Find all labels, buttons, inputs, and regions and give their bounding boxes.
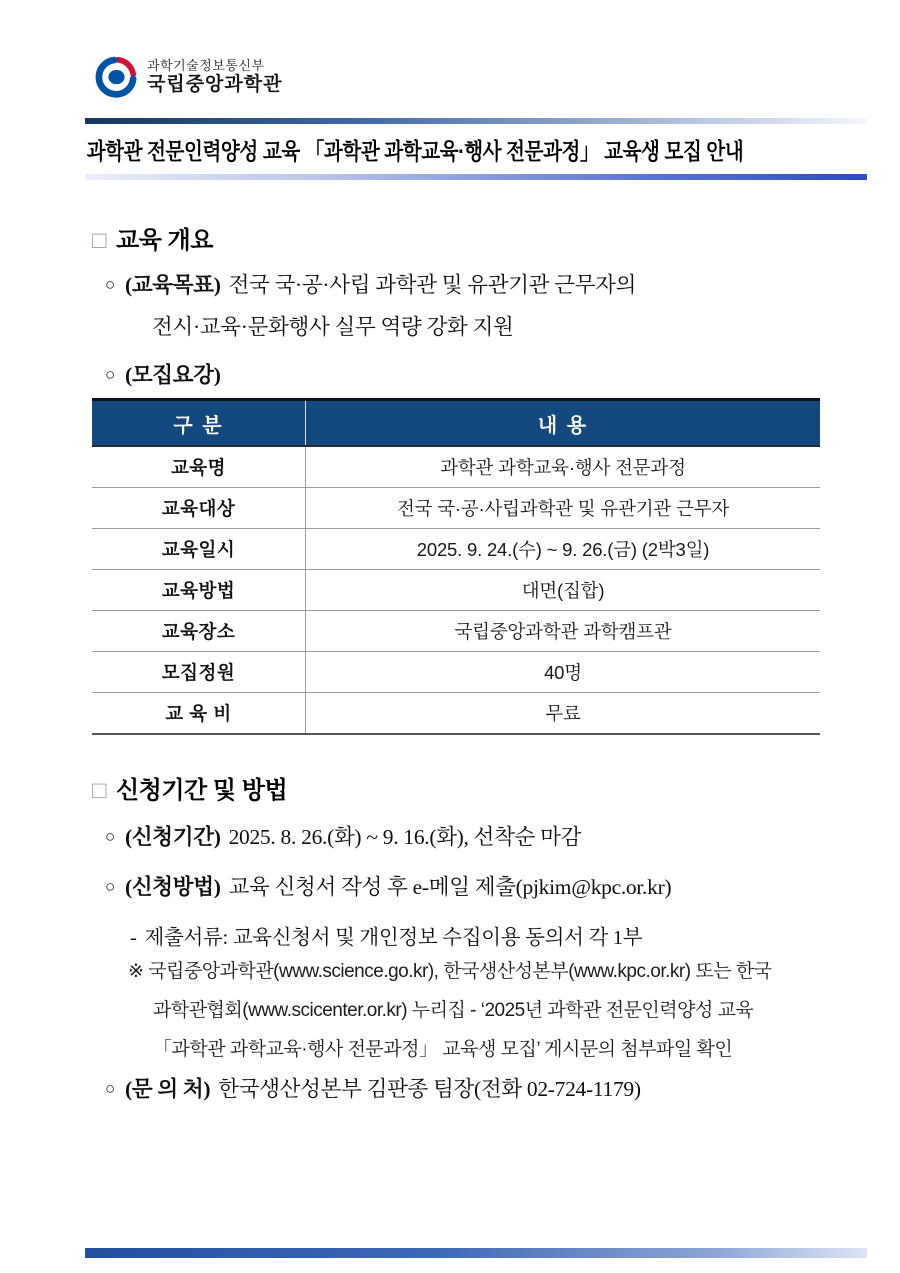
table-row (92, 611, 820, 652)
method-text: 교육 신청서 작성 후 e-메일 제출(pjkim@kpc.or.kr) (228, 875, 672, 899)
documents-line (130, 920, 642, 950)
goal-line-1 (105, 268, 636, 299)
table-header-content: 내 용 (537, 414, 589, 437)
apply-method-line (105, 870, 671, 901)
reference-note (128, 952, 828, 1069)
period-label: (신청기간) (124, 825, 221, 849)
row-key: 교육방법 (92, 570, 306, 610)
circle-bullet-icon: ○ (105, 275, 115, 294)
period-text: 2025. 8. 26.(화) ~ 9. 16.(화), 선착순 마감 (228, 825, 582, 849)
note-line-2: 과학관협회(www.scicenter.or.kr) 누리집 - ‘2025년 과학관 전문인력양성 교육 (153, 1000, 754, 1021)
row-value: 대면(집합) (521, 580, 605, 601)
title-band (85, 118, 867, 180)
dash-bullet: - (130, 927, 137, 949)
contact-label: (문 의 처) (124, 1077, 211, 1101)
row-value: 40명 (544, 662, 582, 683)
row-key: 교육명 (92, 447, 306, 487)
page-title: 과학관 전문인력양성 교육 「과학관 과학교육·행사 전문과정」 교육생 모집 안내 (86, 138, 744, 164)
circle-bullet-icon: ○ (105, 365, 115, 384)
row-value: 과학관 과학교육·행사 전문과정 (440, 457, 686, 478)
circle-bullet-icon: ○ (105, 827, 115, 846)
organization-name: 국립중앙과학관 (147, 73, 283, 95)
row-key: 교육장소 (92, 611, 306, 651)
row-key: 교 육 비 (92, 693, 306, 733)
recruitment-table (92, 398, 820, 735)
section-heading-overview: □ 교육 개요 (92, 227, 213, 254)
row-key: 모집정원 (92, 652, 306, 692)
agency-logo (95, 56, 282, 98)
footer-rule (85, 1248, 867, 1258)
circle-bullet-icon: ○ (105, 1079, 115, 1098)
contact-line (105, 1072, 641, 1103)
row-key: 교육일시 (92, 529, 306, 569)
goal-line-2 (152, 310, 514, 341)
row-value: 전국 국·공·사립과학관 및 유관기관 근무자 (396, 498, 730, 519)
row-value: 2025. 9. 24.(수) ~ 9. 26.(금) (2박3일) (416, 539, 710, 560)
table-row (92, 693, 820, 733)
goal-text-1: 전국 국·공·사립 과학관 및 유관기관 근무자의 (228, 273, 637, 297)
row-value: 무료 (545, 703, 581, 724)
title-bottom-rule (85, 174, 867, 180)
table-header-row (92, 401, 820, 447)
ministry-name: 과학기술정보통신부 (147, 57, 265, 73)
table-row (92, 570, 820, 611)
table-row (92, 488, 820, 529)
circle-bullet-icon: ○ (105, 877, 115, 896)
goal-label: (교육목표) (124, 273, 221, 297)
taegeuk-logo-icon (95, 56, 137, 98)
note-line-1: ※ 국립중앙과학관(www.science.go.kr), 한국생산성본부(www.kpc.or.kr) 또는 한국 (128, 961, 772, 982)
recruit-line (105, 358, 229, 389)
documents-text: 제출서류: 교육신청서 및 개인정보 수집이용 동의서 각 1부 (144, 927, 643, 949)
table-row (92, 529, 820, 570)
table-row (92, 447, 820, 488)
table-header-category: 구 분 (92, 401, 306, 445)
recruit-label: (모집요강) (124, 363, 221, 387)
square-bullet-icon: □ (92, 777, 106, 804)
section-heading-apply: □ 신청기간 및 방법 (92, 777, 288, 804)
row-value: 국립중앙과학관 과학캠프관 (454, 621, 672, 642)
apply-period-line (105, 820, 581, 851)
contact-text: 한국생산성본부 김판종 팀장(전화 02-724-1179) (218, 1077, 641, 1101)
row-key: 교육대상 (92, 488, 306, 528)
square-bullet-icon: □ (92, 227, 106, 254)
method-label: (신청방법) (124, 875, 221, 899)
table-row (92, 652, 820, 693)
goal-text-2: 전시·교육·문화행사 실무 역량 강화 지원 (152, 315, 514, 339)
note-line-3: 「과학관 과학교육·행사 전문과정」 교육생 모집’ 게시문의 첨부파일 확인 (153, 1039, 733, 1060)
